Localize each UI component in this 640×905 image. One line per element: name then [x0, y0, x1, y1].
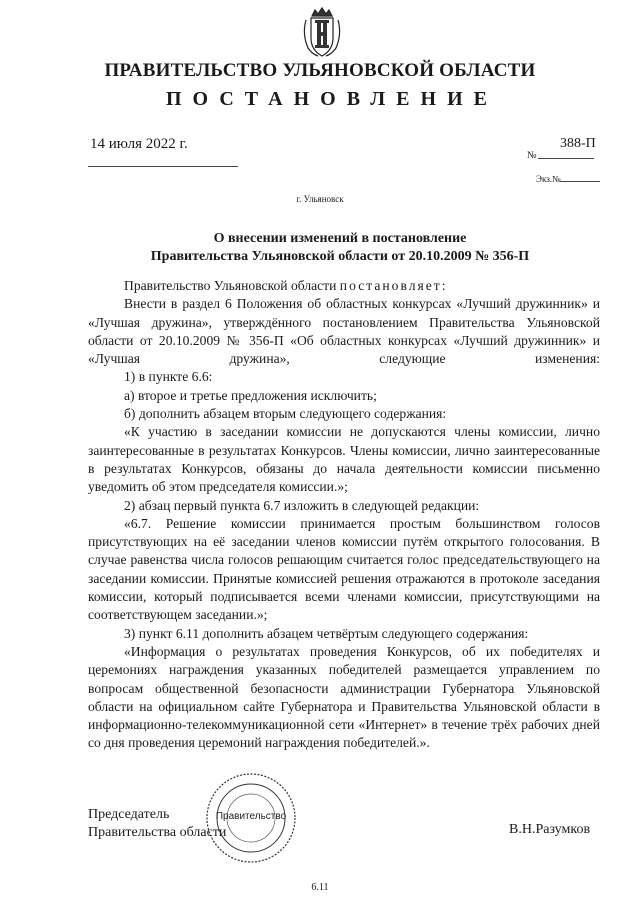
paragraph-7: «6.7. Решение комиссии принимается простым большинством голосов присутствующих на её заседании членов комиссии путём открытого голосования. В случае равенства числа голосов решающим считается голос председательствующего на заседании комиссии. Принятые комиссией решения отражаются в протоколе заседания комиссии, который подписывается всеми членами комиссии, присутствующими на соответствующем заседании.»;	[88, 515, 600, 623]
intro-paragraph	[88, 277, 600, 295]
intro-verb: постановляет:	[339, 278, 448, 293]
signatory-title-line-1: Председатель	[88, 807, 170, 822]
document-body	[88, 277, 600, 753]
date-underline	[88, 166, 238, 167]
government-title: ПРАВИТЕЛЬСТВО УЛЬЯНОВСКОЙ ОБЛАСТИ	[104, 60, 536, 81]
copy-number-underline	[560, 181, 600, 182]
paragraph-9: «Информация о результатах проведения Конкурсов, об их победителях и церемониях награждения указанных победителей размещается управлением по вопросам общественной безопасности администрации Губернатора Ульяновской области на официальном сайте Губернатора и Правительства Ульяновской области в информационно-телекоммуникационной сети «Интернет» в течение трёх рабочих дней со дня проведения церемоний награждения победителей.».	[88, 643, 600, 751]
paragraph-3: а) второе и третье предложения исключить;	[124, 387, 377, 403]
intro-prefix: Правительство Ульяновской области	[124, 278, 340, 293]
paragraph-1: Внести в раздел 6 Положения об областных конкурсах «Лучший дружинник» и «Лучшая дружина», утверждённого постановлением Правительства Ульяновской области от 20.10.2009 № 356-П «Об областных конкурсах «Лучший дружинник» и «Лучшая дружина», следующие изменения:	[88, 296, 600, 367]
page-footer: 6.11	[311, 882, 329, 893]
paragraph-4: б) дополнить абзацем вторым следующего содержания:	[124, 406, 447, 422]
signatory-name: В.Н.Разумков	[509, 822, 591, 837]
paragraph-2: 1) в пункте 6.6:	[124, 369, 213, 385]
signatory-title-line-2: Правительства области	[88, 825, 227, 840]
document-number: 388-П	[560, 136, 596, 151]
seal-text: Правительство	[215, 811, 287, 822]
paragraph-5: «К участию в заседании комиссии не допускаются члены комиссии, лично заинтересованные в результатах Конкурсов. Члены комиссии, лично заинтересованные в результатах Конкурсов, обязаны до начала деятельности комиссии письменно уведомить об этом председателя комиссии.»;	[88, 424, 600, 495]
subject-line-1: О внесении изменений в постановление	[213, 231, 467, 246]
document-type-title: ПОСТАНОВЛЕНИЕ	[166, 88, 498, 110]
document-date: 14 июля 2022 г.	[90, 136, 188, 152]
coat-of-arms-icon	[298, 4, 346, 60]
number-underline	[538, 158, 594, 159]
copy-number-label: Экз.№	[536, 174, 561, 184]
document-subject	[0, 230, 640, 266]
paragraph-8: 3) пункт 6.11 дополнить абзацем четвёртым следующего содержания:	[124, 625, 529, 641]
city: г. Ульяновск	[296, 194, 344, 204]
subject-line-2: Правительства Ульяновской области от 20.10.2009 № 356-П	[150, 249, 530, 264]
paragraph-6: 2) абзац первый пункта 6.7 изложить в следующей редакции:	[124, 497, 480, 513]
number-label: №	[527, 150, 537, 161]
